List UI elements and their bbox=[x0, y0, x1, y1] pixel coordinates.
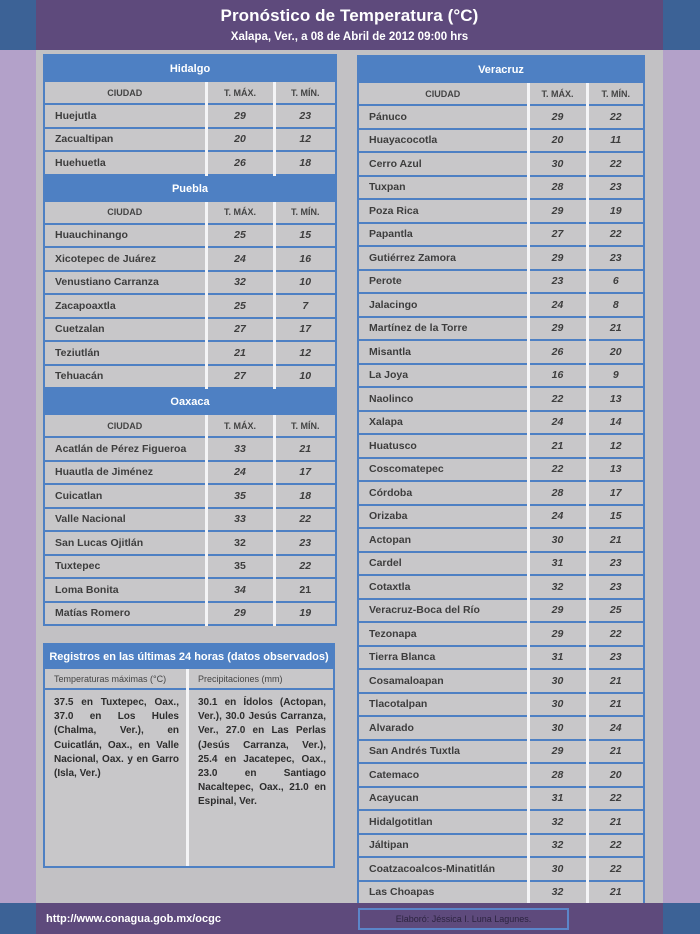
tmax-value: 26 bbox=[206, 151, 274, 175]
table-row bbox=[44, 318, 336, 342]
column-header-city: CIUDAD bbox=[44, 202, 206, 224]
tmin-value: 23 bbox=[587, 246, 644, 270]
tmin-value: 13 bbox=[587, 458, 644, 482]
tmin-value: 22 bbox=[587, 105, 644, 129]
table-row bbox=[358, 270, 644, 294]
tmin-value: 22 bbox=[587, 857, 644, 881]
tmax-value: 25 bbox=[206, 294, 274, 318]
left-forecast-table bbox=[43, 54, 337, 626]
tmax-value: 32 bbox=[528, 881, 587, 905]
city-name: Naolinco bbox=[358, 387, 528, 411]
tmax-value: 29 bbox=[528, 317, 587, 341]
table-row bbox=[44, 104, 336, 128]
tmin-value: 20 bbox=[587, 763, 644, 787]
tmin-value: 12 bbox=[274, 341, 336, 365]
tmax-value: 20 bbox=[528, 129, 587, 153]
state-name: Oaxaca bbox=[44, 388, 336, 415]
tmax-value: 29 bbox=[528, 599, 587, 623]
precip-text: 30.1 en Ídolos (Actopan, Ver.), 30.0 Jesús Carranza, Ver., 27.0 en Las Perlas (Jesús Carranza, Ver.), 25.4 en Jacatepec, Oax., 23.0 en Santiago Nacaltepec, Oax., 21.0 en Espinal, Ver. bbox=[198, 697, 326, 808]
table-row bbox=[44, 555, 336, 579]
tmin-value: 23 bbox=[587, 552, 644, 576]
tmax-value: 20 bbox=[206, 128, 274, 152]
tmin-value: 18 bbox=[274, 484, 336, 508]
tmax-value: 27 bbox=[206, 365, 274, 389]
tmax-value: 32 bbox=[528, 810, 587, 834]
table-row bbox=[358, 740, 644, 764]
table-row bbox=[358, 857, 644, 881]
state-header-oaxaca bbox=[44, 388, 336, 415]
tmax-value: 28 bbox=[528, 763, 587, 787]
city-name: Huehuetla bbox=[44, 151, 206, 175]
tmin-value: 21 bbox=[587, 669, 644, 693]
city-name: San Lucas Ojitlán bbox=[44, 531, 206, 555]
city-name: Gutiérrez Zamora bbox=[358, 246, 528, 270]
tmin-value: 23 bbox=[587, 646, 644, 670]
table-row bbox=[44, 531, 336, 555]
city-name: Tierra Blanca bbox=[358, 646, 528, 670]
city-name: Huayacocotla bbox=[358, 129, 528, 153]
city-name: Cuetzalan bbox=[44, 318, 206, 342]
tmax-value: 29 bbox=[528, 246, 587, 270]
table-row bbox=[358, 293, 644, 317]
tmin-value: 21 bbox=[587, 528, 644, 552]
footer-credit: Elaboró: Jéssica I. Luna Lagunes. bbox=[358, 908, 569, 930]
table-row bbox=[358, 787, 644, 811]
city-name: Xalapa bbox=[358, 411, 528, 435]
tmin-value: 22 bbox=[587, 622, 644, 646]
city-name: Valle Nacional bbox=[44, 508, 206, 532]
tmin-value: 10 bbox=[274, 271, 336, 295]
tmax-value: 34 bbox=[206, 578, 274, 602]
state-name: Puebla bbox=[44, 175, 336, 202]
tmin-value: 23 bbox=[587, 176, 644, 200]
column-header-city: CIUDAD bbox=[44, 82, 206, 104]
table-row bbox=[358, 763, 644, 787]
city-name: Cardel bbox=[358, 552, 528, 576]
city-name: Cerro Azul bbox=[358, 152, 528, 176]
tmin-value: 21 bbox=[587, 881, 644, 905]
tmin-value: 17 bbox=[587, 481, 644, 505]
city-name: Córdoba bbox=[358, 481, 528, 505]
city-name: Matías Romero bbox=[44, 602, 206, 626]
city-name: Perote bbox=[358, 270, 528, 294]
column-header-city: CIUDAD bbox=[358, 83, 528, 105]
table-row bbox=[358, 834, 644, 858]
tmax-value: 35 bbox=[206, 484, 274, 508]
tmin-value: 17 bbox=[274, 318, 336, 342]
veracruz-forecast-table bbox=[357, 55, 645, 905]
tmax-value: 32 bbox=[528, 834, 587, 858]
tmax-value: 21 bbox=[206, 341, 274, 365]
city-name: Zacapoaxtla bbox=[44, 294, 206, 318]
tmin-value: 8 bbox=[587, 293, 644, 317]
table-row bbox=[44, 578, 336, 602]
city-name: Loma Bonita bbox=[44, 578, 206, 602]
city-name: Teziutlán bbox=[44, 341, 206, 365]
tmin-value: 7 bbox=[274, 294, 336, 318]
table-row bbox=[44, 484, 336, 508]
tmax-value: 30 bbox=[528, 857, 587, 881]
column-header-tmax: T. MÁX. bbox=[206, 202, 274, 224]
tmax-value: 32 bbox=[206, 531, 274, 555]
city-name: Xicotepec de Juárez bbox=[44, 247, 206, 271]
tmax-value: 23 bbox=[528, 270, 587, 294]
tmax-value: 35 bbox=[206, 555, 274, 579]
city-name: Poza Rica bbox=[358, 199, 528, 223]
tmin-value: 19 bbox=[587, 199, 644, 223]
tmin-value: 22 bbox=[587, 223, 644, 247]
table-row bbox=[358, 693, 644, 717]
tmin-value: 14 bbox=[587, 411, 644, 435]
table-row bbox=[358, 716, 644, 740]
tmin-value: 20 bbox=[587, 340, 644, 364]
page-title: Pronóstico de Temperatura (°C) bbox=[220, 6, 479, 25]
table-row bbox=[358, 810, 644, 834]
observed-records-box bbox=[43, 643, 335, 868]
tmin-value: 18 bbox=[274, 151, 336, 175]
city-name: Catemaco bbox=[358, 763, 528, 787]
tmin-value: 21 bbox=[274, 437, 336, 461]
tmin-value: 22 bbox=[274, 555, 336, 579]
tmin-value: 22 bbox=[587, 834, 644, 858]
tmax-value: 26 bbox=[528, 340, 587, 364]
column-header-tmax: T. MÁX. bbox=[206, 415, 274, 437]
tmax-value: 27 bbox=[206, 318, 274, 342]
tmin-value: 23 bbox=[274, 531, 336, 555]
tmax-value: 22 bbox=[528, 387, 587, 411]
city-name: Coscomatepec bbox=[358, 458, 528, 482]
state-name: Veracruz bbox=[358, 56, 644, 83]
table-row bbox=[358, 340, 644, 364]
city-name: Acatlán de Pérez Figueroa bbox=[44, 437, 206, 461]
city-name: Actopan bbox=[358, 528, 528, 552]
table-row bbox=[358, 599, 644, 623]
tmax-value: 31 bbox=[528, 787, 587, 811]
table-row bbox=[358, 505, 644, 529]
tmax-value: 25 bbox=[206, 224, 274, 248]
city-name: Papantla bbox=[358, 223, 528, 247]
city-name: Jalacingo bbox=[358, 293, 528, 317]
tmax-value: 30 bbox=[528, 693, 587, 717]
tmax-value: 22 bbox=[528, 458, 587, 482]
tmax-value: 33 bbox=[206, 508, 274, 532]
city-name: Tuxpan bbox=[358, 176, 528, 200]
table-row bbox=[358, 317, 644, 341]
table-row bbox=[44, 224, 336, 248]
max-temp-text: 37.5 en Tuxtepec, Oax., 37.0 en Los Hules (Chalma, Ver.), en Cuicatlán, Oax., en Valle Nacional, Oax. y en Garro (Isla, Ver.) bbox=[54, 697, 179, 780]
city-name: Tezonapa bbox=[358, 622, 528, 646]
tmax-value: 31 bbox=[528, 552, 587, 576]
table-row bbox=[358, 552, 644, 576]
page-footer bbox=[36, 903, 663, 934]
tmin-value: 21 bbox=[587, 810, 644, 834]
city-name: La Joya bbox=[358, 364, 528, 388]
tmin-value: 16 bbox=[274, 247, 336, 271]
city-name: Tehuacán bbox=[44, 365, 206, 389]
table-row bbox=[358, 669, 644, 693]
tmin-value: 21 bbox=[587, 317, 644, 341]
city-name: Cuicatlan bbox=[44, 484, 206, 508]
table-row bbox=[358, 152, 644, 176]
tmin-value: 9 bbox=[587, 364, 644, 388]
tmin-value: 10 bbox=[274, 365, 336, 389]
tmin-value: 23 bbox=[274, 104, 336, 128]
table-row bbox=[44, 365, 336, 389]
tmax-value: 29 bbox=[528, 622, 587, 646]
tmax-value: 16 bbox=[528, 364, 587, 388]
tmin-value: 21 bbox=[587, 740, 644, 764]
city-name: Las Choapas bbox=[358, 881, 528, 905]
content-canvas bbox=[36, 50, 663, 903]
tmin-value: 6 bbox=[587, 270, 644, 294]
precip-column bbox=[189, 669, 333, 866]
state-name: Hidalgo bbox=[44, 55, 336, 82]
table-row bbox=[358, 246, 644, 270]
table-row bbox=[44, 294, 336, 318]
tmin-value: 23 bbox=[587, 575, 644, 599]
tmax-value: 30 bbox=[528, 152, 587, 176]
table-row bbox=[44, 437, 336, 461]
table-row bbox=[358, 622, 644, 646]
tmax-value: 29 bbox=[206, 104, 274, 128]
table-row bbox=[358, 434, 644, 458]
tmin-value: 22 bbox=[274, 508, 336, 532]
city-name: Zacualtipan bbox=[44, 128, 206, 152]
tmin-value: 21 bbox=[587, 693, 644, 717]
table-row bbox=[358, 528, 644, 552]
max-temp-label: Temperaturas máximas (°C) bbox=[45, 669, 186, 690]
city-name: Tuxtepec bbox=[44, 555, 206, 579]
tmax-value: 29 bbox=[206, 602, 274, 626]
tmin-value: 22 bbox=[587, 787, 644, 811]
table-row bbox=[358, 199, 644, 223]
column-header-row bbox=[358, 83, 644, 105]
tmin-value: 11 bbox=[587, 129, 644, 153]
column-header-tmin: T. MÍN. bbox=[274, 415, 336, 437]
tmin-value: 17 bbox=[274, 461, 336, 485]
table-row bbox=[358, 411, 644, 435]
table-row bbox=[44, 461, 336, 485]
column-header-city: CIUDAD bbox=[44, 415, 206, 437]
city-name: Huauchinango bbox=[44, 224, 206, 248]
table-row bbox=[358, 364, 644, 388]
city-name: Pánuco bbox=[358, 105, 528, 129]
city-name: Veracruz-Boca del Río bbox=[358, 599, 528, 623]
city-name: Cotaxtla bbox=[358, 575, 528, 599]
table-row bbox=[44, 128, 336, 152]
city-name: Alvarado bbox=[358, 716, 528, 740]
tmin-value: 15 bbox=[274, 224, 336, 248]
tmax-value: 24 bbox=[206, 461, 274, 485]
tmax-value: 32 bbox=[528, 575, 587, 599]
table-row bbox=[358, 458, 644, 482]
table-row bbox=[358, 387, 644, 411]
table-row bbox=[358, 646, 644, 670]
tmax-value: 24 bbox=[528, 505, 587, 529]
table-row bbox=[358, 129, 644, 153]
tmax-value: 29 bbox=[528, 199, 587, 223]
tmin-value: 12 bbox=[587, 434, 644, 458]
table-row bbox=[358, 881, 644, 905]
column-header-row bbox=[44, 82, 336, 104]
city-name: Hidalgotitlan bbox=[358, 810, 528, 834]
column-header-tmin: T. MÍN. bbox=[274, 202, 336, 224]
city-name: Cosamaloapan bbox=[358, 669, 528, 693]
tmax-value: 29 bbox=[528, 105, 587, 129]
tmax-value: 30 bbox=[528, 528, 587, 552]
tmin-value: 24 bbox=[587, 716, 644, 740]
table-row bbox=[44, 271, 336, 295]
tmax-value: 24 bbox=[528, 293, 587, 317]
state-header-veracruz bbox=[358, 56, 644, 83]
city-name: Orizaba bbox=[358, 505, 528, 529]
city-name: Acayucan bbox=[358, 787, 528, 811]
tmax-value: 33 bbox=[206, 437, 274, 461]
tmin-value: 13 bbox=[587, 387, 644, 411]
tmin-value: 25 bbox=[587, 599, 644, 623]
table-row bbox=[358, 105, 644, 129]
page-subtitle: Xalapa, Ver., a 08 de Abril de 2012 09:00 hrs bbox=[230, 31, 469, 43]
table-row bbox=[44, 508, 336, 532]
tmax-value: 30 bbox=[528, 716, 587, 740]
column-header-tmin: T. MÍN. bbox=[587, 83, 644, 105]
tmin-value: 15 bbox=[587, 505, 644, 529]
city-name: Huatusco bbox=[358, 434, 528, 458]
column-header-tmax: T. MÁX. bbox=[528, 83, 587, 105]
column-header-row bbox=[44, 415, 336, 437]
table-row bbox=[358, 176, 644, 200]
tmax-value: 27 bbox=[528, 223, 587, 247]
city-name: Venustiano Carranza bbox=[44, 271, 206, 295]
tmax-value: 29 bbox=[528, 740, 587, 764]
tmax-value: 24 bbox=[206, 247, 274, 271]
table-row bbox=[44, 341, 336, 365]
column-header-tmax: T. MÁX. bbox=[206, 82, 274, 104]
column-header-row bbox=[44, 202, 336, 224]
tmax-value: 31 bbox=[528, 646, 587, 670]
precip-label: Precipitaciones (mm) bbox=[189, 669, 333, 690]
table-row bbox=[358, 481, 644, 505]
tmax-value: 28 bbox=[528, 481, 587, 505]
city-name: Tlacotalpan bbox=[358, 693, 528, 717]
city-name: Huautla de Jiménez bbox=[44, 461, 206, 485]
observed-records-title: Registros en las últimas 24 horas (datos observados) bbox=[45, 645, 333, 669]
table-row bbox=[44, 151, 336, 175]
state-header-puebla bbox=[44, 175, 336, 202]
table-row bbox=[44, 602, 336, 626]
tmax-value: 24 bbox=[528, 411, 587, 435]
table-row bbox=[44, 247, 336, 271]
tmin-value: 19 bbox=[274, 602, 336, 626]
max-temp-column bbox=[45, 669, 189, 866]
city-name: Huejutla bbox=[44, 104, 206, 128]
city-name: Jáltipan bbox=[358, 834, 528, 858]
city-name: Martínez de la Torre bbox=[358, 317, 528, 341]
tmin-value: 22 bbox=[587, 152, 644, 176]
table-row bbox=[358, 575, 644, 599]
city-name: Coatzacoalcos-Minatitlán bbox=[358, 857, 528, 881]
page-header bbox=[36, 0, 663, 50]
tmax-value: 21 bbox=[528, 434, 587, 458]
footer-url-link[interactable]: http://www.conagua.gob.mx/ocgc bbox=[46, 913, 221, 925]
tmax-value: 28 bbox=[528, 176, 587, 200]
tmin-value: 21 bbox=[274, 578, 336, 602]
tmin-value: 12 bbox=[274, 128, 336, 152]
city-name: San Andrés Tuxtla bbox=[358, 740, 528, 764]
column-header-tmin: T. MÍN. bbox=[274, 82, 336, 104]
tmax-value: 30 bbox=[528, 669, 587, 693]
city-name: Misantla bbox=[358, 340, 528, 364]
tmax-value: 32 bbox=[206, 271, 274, 295]
table-row bbox=[358, 223, 644, 247]
state-header-hidalgo bbox=[44, 55, 336, 82]
